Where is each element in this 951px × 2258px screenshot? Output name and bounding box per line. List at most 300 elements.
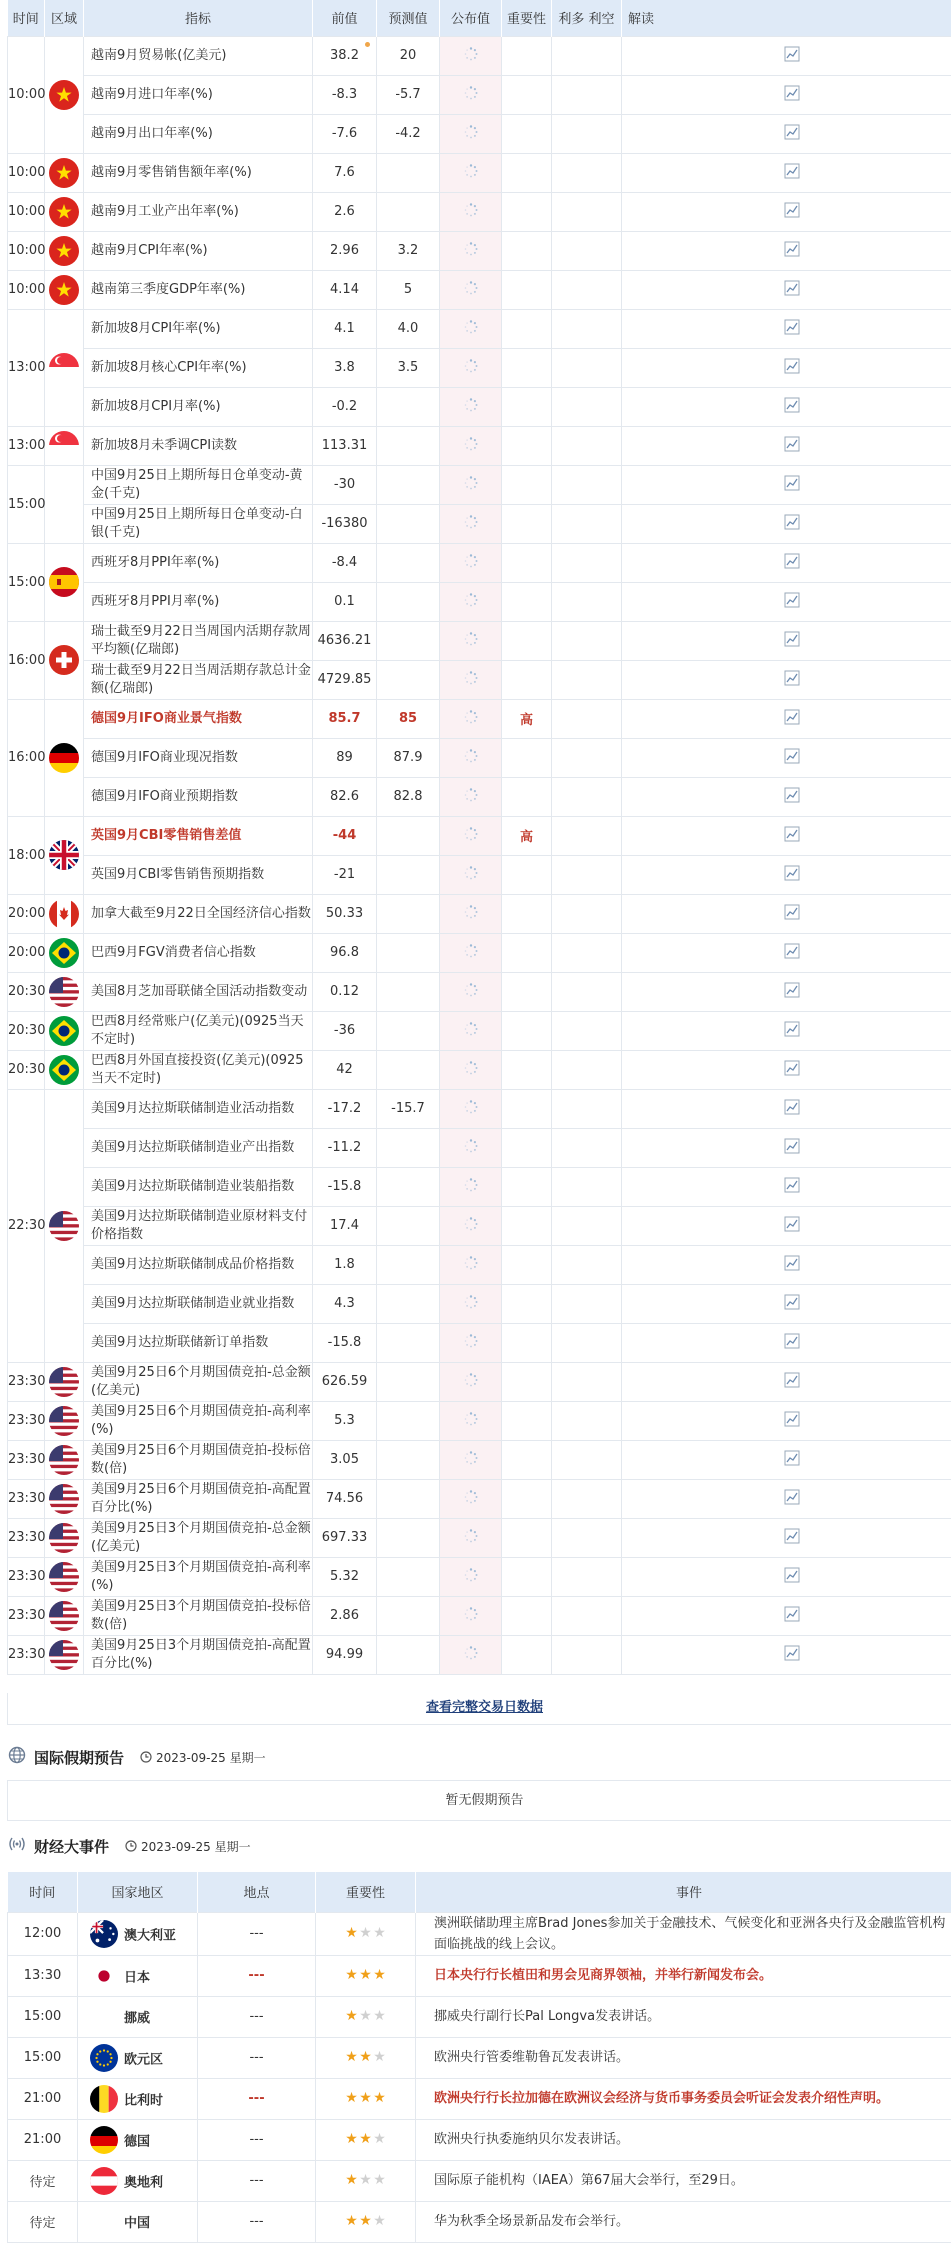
- previous-value: 4636.21: [313, 621, 377, 660]
- col-time: 时间: [8, 0, 45, 36]
- event-description[interactable]: 欧洲央行行长拉加德在欧洲议会经济与货币事务委员会听证会发表介绍性声明。: [416, 2078, 951, 2119]
- region-cell: [45, 1089, 84, 1362]
- forecast-value: [377, 1479, 440, 1518]
- importance-stars: [316, 2201, 416, 2242]
- star-icon: ★: [373, 2131, 386, 2147]
- region-cell: [45, 270, 84, 309]
- indicator-name[interactable]: 美国8月芝加哥联储全国活动指数变动: [84, 972, 313, 1011]
- chart-icon[interactable]: [784, 1333, 800, 1353]
- indicator-name[interactable]: 美国9月达拉斯联储制造业就业指数: [84, 1284, 313, 1323]
- indicator-name[interactable]: 瑞士截至9月22日当周活期存款总计金额(亿瑞郎): [84, 660, 313, 699]
- indicator-name[interactable]: 越南第三季度GDP年率(%): [84, 270, 313, 309]
- indicator-name[interactable]: 德国9月IFO商业景气指数: [84, 699, 313, 738]
- actual-value-cell: [440, 543, 502, 582]
- event-description[interactable]: 挪威央行副行长Pal Longva发表讲话。: [416, 1996, 951, 2037]
- bull-bear-cell: [552, 582, 622, 621]
- chart-icon[interactable]: [784, 982, 800, 1002]
- previous-value: -15.8: [313, 1167, 377, 1206]
- chart-icon[interactable]: [784, 241, 800, 261]
- country-name: 奥地利: [124, 2175, 164, 2190]
- indicator-name[interactable]: 越南9月进口年率(%): [84, 75, 313, 114]
- event-row: [8, 2037, 951, 2078]
- actual-value-cell: [440, 1245, 502, 1284]
- no-holiday-notice: 暂无假期预告: [7, 1780, 951, 1821]
- star-icon: ★: [359, 1925, 372, 1941]
- event-time: 23:30: [8, 1479, 45, 1518]
- importance-value: [502, 1167, 552, 1206]
- region-cell: [45, 1050, 84, 1089]
- calendar-header-row: [8, 0, 951, 36]
- country-name: 比利时: [124, 2093, 164, 2108]
- indicator-name[interactable]: 越南9月出口年率(%): [84, 114, 313, 153]
- indicator-name[interactable]: 越南9月贸易帐(亿美元): [84, 36, 313, 75]
- event-location: ---: [198, 2037, 316, 2078]
- chart-icon[interactable]: [784, 1099, 800, 1119]
- chart-icon[interactable]: [784, 748, 800, 768]
- actual-value-cell: [440, 1440, 502, 1479]
- chart-icon[interactable]: [784, 670, 800, 690]
- chart-icon[interactable]: [784, 358, 800, 378]
- indicator-name[interactable]: 中国9月25日上期所每日仓单变动-白银(千克): [84, 504, 313, 543]
- bull-bear-cell: [552, 1596, 622, 1635]
- indicator-name[interactable]: 越南9月CPI年率(%): [84, 231, 313, 270]
- bull-bear-cell: [552, 153, 622, 192]
- flag-germany-icon: [49, 743, 79, 773]
- indicator-name[interactable]: 美国9月达拉斯联储制造业装船指数: [84, 1167, 313, 1206]
- forecast-value: 87.9: [377, 738, 440, 777]
- chart-icon[interactable]: [784, 436, 800, 456]
- event-time: 10:00: [8, 153, 45, 192]
- flag-japan-icon: [90, 1962, 118, 1990]
- importance-value: [502, 387, 552, 426]
- event-row: [8, 1912, 951, 1955]
- event-location: ---: [198, 2119, 316, 2160]
- importance-stars: [316, 1996, 416, 2037]
- indicator-name[interactable]: 美国9月25日6个月期国债竞拍-高利率(%): [84, 1401, 313, 1440]
- actual-value-cell: [440, 1323, 502, 1362]
- country-cell: [78, 2078, 198, 2119]
- chart-icon[interactable]: [784, 163, 800, 183]
- indicator-row: [8, 192, 951, 231]
- region-cell: [45, 153, 84, 192]
- forecast-value: [377, 543, 440, 582]
- event-time: 20:30: [8, 1050, 45, 1089]
- actual-value-cell: [440, 114, 502, 153]
- bull-bear-cell: [552, 426, 622, 465]
- indicator-name[interactable]: 美国9月达拉斯联储制造业产出指数: [84, 1128, 313, 1167]
- chart-icon[interactable]: [784, 1606, 800, 1626]
- flag-canada-icon: [49, 899, 79, 929]
- chart-icon[interactable]: [784, 1489, 800, 1509]
- events-header-row: [8, 1872, 951, 1912]
- actual-value-cell: [440, 426, 502, 465]
- indicator-name[interactable]: 加拿大截至9月22日全国经济信心指数: [84, 894, 313, 933]
- flag-vietnam-icon: [49, 275, 79, 305]
- indicator-name[interactable]: 美国9月25日6个月期国债竞拍-高配置百分比(%): [84, 1479, 313, 1518]
- country-name: 挪威: [124, 2011, 151, 2026]
- chart-icon[interactable]: [784, 475, 800, 495]
- indicator-row: [8, 933, 951, 972]
- event-description[interactable]: 欧洲央行管委维勒鲁瓦发表讲话。: [416, 2037, 951, 2078]
- chart-icon[interactable]: [784, 397, 800, 417]
- indicator-name[interactable]: 新加坡8月核心CPI年率(%): [84, 348, 313, 387]
- chart-icon[interactable]: [784, 319, 800, 339]
- previous-value: 74.56: [313, 1479, 377, 1518]
- indicator-row: [8, 1557, 951, 1596]
- chart-icon[interactable]: [784, 1645, 800, 1665]
- country-name: 德国: [124, 2134, 151, 2149]
- chart-icon[interactable]: [784, 1216, 800, 1236]
- indicator-row: [8, 465, 951, 504]
- previous-value: 1.8: [313, 1245, 377, 1284]
- chart-icon[interactable]: [784, 1411, 800, 1431]
- chart-icon[interactable]: [784, 1450, 800, 1470]
- economic-calendar-table: [7, 0, 951, 1675]
- importance-value: [502, 855, 552, 894]
- region-cell: [45, 309, 84, 426]
- bull-bear-cell: [552, 621, 622, 660]
- update-dot-icon: [365, 42, 370, 47]
- indicator-name[interactable]: 美国9月达拉斯联储制造业活动指数: [84, 1089, 313, 1128]
- analysis-cell: [622, 1362, 951, 1401]
- bull-bear-cell: [552, 387, 622, 426]
- forecast-value: [377, 1557, 440, 1596]
- indicator-row: [8, 231, 951, 270]
- event-location: ---: [198, 1912, 316, 1955]
- chart-icon[interactable]: [784, 202, 800, 222]
- event-time: 23:30: [8, 1440, 45, 1479]
- analysis-cell: [622, 972, 951, 1011]
- previous-value: 3.05: [313, 1440, 377, 1479]
- flag-belgium-icon: [90, 2085, 118, 2113]
- bull-bear-cell: [552, 1206, 622, 1245]
- indicator-name[interactable]: 德国9月IFO商业现况指数: [84, 738, 313, 777]
- analysis-cell: [622, 309, 951, 348]
- indicator-name[interactable]: 中国9月25日上期所每日仓单变动-黄金(千克): [84, 465, 313, 504]
- indicator-row: [8, 582, 951, 621]
- indicator-name[interactable]: 美国9月25日3个月期国债竞拍-高配置百分比(%): [84, 1635, 313, 1674]
- actual-value-cell: [440, 1167, 502, 1206]
- country-name: 澳大利亚: [124, 1928, 177, 1943]
- indicator-row: [8, 348, 951, 387]
- clock-icon: [140, 1751, 152, 1763]
- importance-value: [502, 504, 552, 543]
- event-description[interactable]: 华为秋季全场景新品发布会举行。: [416, 2201, 951, 2242]
- importance-value: [502, 1011, 552, 1050]
- analysis-cell: [622, 660, 951, 699]
- chart-icon[interactable]: [784, 1177, 800, 1197]
- previous-value: -16380: [313, 504, 377, 543]
- forecast-value: [377, 1011, 440, 1050]
- flag-vietnam-icon: [49, 197, 79, 227]
- bull-bear-cell: [552, 114, 622, 153]
- event-description[interactable]: 国际原子能机构（IAEA）第67届大会举行，至29日。: [416, 2160, 951, 2201]
- region-cell: [45, 1479, 84, 1518]
- analysis-cell: [622, 1011, 951, 1050]
- forecast-value: 3.5: [377, 348, 440, 387]
- bull-bear-cell: [552, 348, 622, 387]
- forecast-value: [377, 1596, 440, 1635]
- loading-spinner-icon: [464, 86, 478, 104]
- indicator-row: [8, 699, 951, 738]
- chart-icon[interactable]: [784, 787, 800, 807]
- previous-value: 113.31: [313, 426, 377, 465]
- loading-spinner-icon: [464, 1529, 478, 1547]
- actual-value-cell: [440, 894, 502, 933]
- indicator-row: [8, 816, 951, 855]
- chart-icon[interactable]: [784, 631, 800, 651]
- analysis-cell: [622, 894, 951, 933]
- importance-value: [502, 777, 552, 816]
- actual-value-cell: [440, 36, 502, 75]
- chart-icon[interactable]: [784, 1255, 800, 1275]
- chart-icon[interactable]: [784, 1138, 800, 1158]
- previous-value: 42: [313, 1050, 377, 1089]
- indicator-name[interactable]: 巴西8月经常账户(亿美元)(0925当天不定时): [84, 1011, 313, 1050]
- actual-value-cell: [440, 621, 502, 660]
- importance-stars: [316, 2078, 416, 2119]
- indicator-row: [8, 75, 951, 114]
- importance-value: [502, 1557, 552, 1596]
- importance-value: [502, 1518, 552, 1557]
- previous-value: 89: [313, 738, 377, 777]
- indicator-name[interactable]: 巴西8月外国直接投资(亿美元)(0925当天不定时): [84, 1050, 313, 1089]
- loading-spinner-icon: [464, 554, 478, 572]
- indicator-name[interactable]: 瑞士截至9月22日当周国内活期存款周平均额(亿瑞郎): [84, 621, 313, 660]
- chart-icon[interactable]: [784, 1294, 800, 1314]
- importance-value: [502, 1323, 552, 1362]
- event-description[interactable]: 欧洲央行执委施纳贝尔发表讲话。: [416, 2119, 951, 2160]
- star-icon: ★: [359, 2049, 372, 2065]
- event-time: 23:30: [8, 1557, 45, 1596]
- importance-value: [502, 660, 552, 699]
- previous-value: -36: [313, 1011, 377, 1050]
- event-time: 10:00: [8, 36, 45, 153]
- chart-icon[interactable]: [784, 1021, 800, 1041]
- star-icon: ★: [359, 1967, 372, 1983]
- ev-col-time: 时间: [8, 1872, 78, 1912]
- previous-value: 2.6: [313, 192, 377, 231]
- indicator-name[interactable]: 巴西9月FGV消费者信心指数: [84, 933, 313, 972]
- chart-icon[interactable]: [784, 865, 800, 885]
- loading-spinner-icon: [464, 203, 478, 221]
- indicator-name[interactable]: 美国9月25日6个月期国债竞拍-投标倍数(倍): [84, 1440, 313, 1479]
- flag-brazil-icon: [49, 1055, 79, 1085]
- col-previous: 前值: [313, 0, 377, 36]
- region-cell: [45, 894, 84, 933]
- star-icon: ★: [373, 2090, 386, 2106]
- forecast-value: -15.7: [377, 1089, 440, 1128]
- country-cell: [78, 2119, 198, 2160]
- indicator-name[interactable]: 美国9月达拉斯联储制成品价格指数: [84, 1245, 313, 1284]
- chart-icon[interactable]: [784, 553, 800, 573]
- analysis-cell: [622, 231, 951, 270]
- loading-spinner-icon: [464, 476, 478, 494]
- region-cell: [45, 933, 84, 972]
- chart-icon[interactable]: [784, 943, 800, 963]
- bull-bear-cell: [552, 1323, 622, 1362]
- flag-austria-icon: [90, 2167, 118, 2195]
- star-icon: ★: [345, 2172, 358, 2188]
- analysis-cell: [622, 699, 951, 738]
- importance-value: [502, 1050, 552, 1089]
- indicator-name[interactable]: 美国9月25日6个月期国债竞拍-总金额(亿美元): [84, 1362, 313, 1401]
- indicator-name[interactable]: 美国9月25日3个月期国债竞拍-高利率(%): [84, 1557, 313, 1596]
- region-cell: [45, 1011, 84, 1050]
- indicator-name[interactable]: 越南9月工业产出年率(%): [84, 192, 313, 231]
- forecast-value: -5.7: [377, 75, 440, 114]
- indicator-name[interactable]: 美国9月25日3个月期国债竞拍-总金额(亿美元): [84, 1518, 313, 1557]
- chart-icon[interactable]: [784, 904, 800, 924]
- actual-value-cell: [440, 1518, 502, 1557]
- loading-spinner-icon: [464, 866, 478, 884]
- event-row: [8, 2201, 951, 2242]
- chart-icon[interactable]: [784, 709, 800, 729]
- bull-bear-cell: [552, 504, 622, 543]
- forecast-value: [377, 1401, 440, 1440]
- previous-value: 4.14: [313, 270, 377, 309]
- bull-bear-cell: [552, 192, 622, 231]
- indicator-name[interactable]: 新加坡8月CPI月率(%): [84, 387, 313, 426]
- previous-value: -15.8: [313, 1323, 377, 1362]
- star-icon: ★: [359, 2172, 372, 2188]
- indicator-row: [8, 1128, 951, 1167]
- indicator-row: [8, 1206, 951, 1245]
- forecast-value: [377, 894, 440, 933]
- star-icon: ★: [373, 2008, 386, 2024]
- star-icon: ★: [373, 2049, 386, 2065]
- star-icon: ★: [345, 1967, 358, 1983]
- chart-icon[interactable]: [784, 826, 800, 846]
- event-row: [8, 2078, 951, 2119]
- analysis-cell: [622, 270, 951, 309]
- chart-icon[interactable]: [784, 592, 800, 612]
- indicator-name[interactable]: 越南9月零售销售额年率(%): [84, 153, 313, 192]
- importance-value: [502, 1440, 552, 1479]
- event-time: 待定: [8, 2160, 78, 2201]
- event-description[interactable]: 日本央行行长植田和男会见商界领袖，并举行新闻发布会。: [416, 1955, 951, 1996]
- event-time: 10:00: [8, 192, 45, 231]
- indicator-name[interactable]: 美国9月达拉斯联储制造业原材料支付价格指数: [84, 1206, 313, 1245]
- analysis-cell: [622, 543, 951, 582]
- indicator-name[interactable]: 美国9月25日3个月期国债竞拍-投标倍数(倍): [84, 1596, 313, 1635]
- flag-usa-icon: [49, 1484, 79, 1514]
- loading-spinner-icon: [464, 827, 478, 845]
- indicator-row: [8, 543, 951, 582]
- chart-icon[interactable]: [784, 1060, 800, 1080]
- event-description[interactable]: 澳洲联储助理主席Brad Jones参加关于金融技术、气候变化和亚洲各央行及金融监管机构面临挑战的线上会议。: [416, 1912, 951, 1955]
- region-cell: [45, 699, 84, 816]
- event-time: 20:00: [8, 933, 45, 972]
- indicator-row: [8, 1245, 951, 1284]
- loading-spinner-icon: [464, 164, 478, 182]
- importance-stars: [316, 2160, 416, 2201]
- forecast-value: [377, 972, 440, 1011]
- indicator-name[interactable]: 新加坡8月CPI年率(%): [84, 309, 313, 348]
- importance-value: [502, 1128, 552, 1167]
- bull-bear-cell: [552, 75, 622, 114]
- flag-singapore-icon: [49, 431, 79, 461]
- region-cell: [45, 426, 84, 465]
- view-full-data-link[interactable]: 查看完整交易日数据: [7, 1693, 951, 1725]
- bull-bear-cell: [552, 1011, 622, 1050]
- star-icon: ★: [345, 2131, 358, 2147]
- actual-value-cell: [440, 270, 502, 309]
- loading-spinner-icon: [464, 1568, 478, 1586]
- star-icon: ★: [345, 2049, 358, 2065]
- bull-bear-cell: [552, 1167, 622, 1206]
- importance-value: [502, 231, 552, 270]
- actual-value-cell: [440, 75, 502, 114]
- country-name: 日本: [124, 1970, 151, 1985]
- event-row: [8, 2160, 951, 2201]
- previous-value: -44: [313, 816, 377, 855]
- loading-spinner-icon: [464, 1412, 478, 1430]
- chart-icon[interactable]: [784, 1372, 800, 1392]
- indicator-name[interactable]: 英国9月CBI零售销售预期指数: [84, 855, 313, 894]
- previous-value: -17.2: [313, 1089, 377, 1128]
- previous-value: 3.8: [313, 348, 377, 387]
- chart-icon[interactable]: [784, 124, 800, 144]
- chart-icon[interactable]: [784, 46, 800, 66]
- importance-value: [502, 75, 552, 114]
- chart-icon[interactable]: [784, 280, 800, 300]
- country-cell: [78, 1996, 198, 2037]
- indicator-name[interactable]: 美国9月达拉斯联储新订单指数: [84, 1323, 313, 1362]
- loading-spinner-icon: [464, 47, 478, 65]
- indicator-row: [8, 153, 951, 192]
- loading-spinner-icon: [464, 242, 478, 260]
- analysis-cell: [622, 504, 951, 543]
- event-location: ---: [198, 1955, 316, 1996]
- bull-bear-cell: [552, 1479, 622, 1518]
- indicator-row: [8, 1011, 951, 1050]
- region-cell: [45, 1635, 84, 1674]
- importance-value: [502, 894, 552, 933]
- chart-icon[interactable]: [784, 1528, 800, 1548]
- chart-icon[interactable]: [784, 85, 800, 105]
- indicator-name[interactable]: 德国9月IFO商业预期指数: [84, 777, 313, 816]
- chart-icon[interactable]: [784, 514, 800, 534]
- event-time: 15:00: [8, 2037, 78, 2078]
- forecast-value: 20: [377, 36, 440, 75]
- forecast-value: [377, 387, 440, 426]
- indicator-row: [8, 1518, 951, 1557]
- indicator-name[interactable]: 新加坡8月未季调CPI读数: [84, 426, 313, 465]
- loading-spinner-icon: [464, 1451, 478, 1469]
- star-icon: ★: [359, 2131, 372, 2147]
- bull-bear-cell: [552, 933, 622, 972]
- indicator-name[interactable]: 西班牙8月PPI月率(%): [84, 582, 313, 621]
- event-time: 22:30: [8, 1089, 45, 1362]
- actual-value-cell: [440, 972, 502, 1011]
- star-icon: ★: [373, 1967, 386, 1983]
- chart-icon[interactable]: [784, 1567, 800, 1587]
- importance-value: [502, 348, 552, 387]
- indicator-row: [8, 36, 951, 75]
- country-cell: [78, 1912, 198, 1955]
- event-time: 20:30: [8, 1011, 45, 1050]
- analysis-cell: [622, 933, 951, 972]
- col-region: 区域: [45, 0, 84, 36]
- indicator-name[interactable]: 英国9月CBI零售销售差值: [84, 816, 313, 855]
- importance-value: [502, 738, 552, 777]
- indicator-name[interactable]: 西班牙8月PPI年率(%): [84, 543, 313, 582]
- analysis-cell: [622, 1635, 951, 1674]
- previous-value: 626.59: [313, 1362, 377, 1401]
- importance-value: [502, 582, 552, 621]
- previous-value: 2.96: [313, 231, 377, 270]
